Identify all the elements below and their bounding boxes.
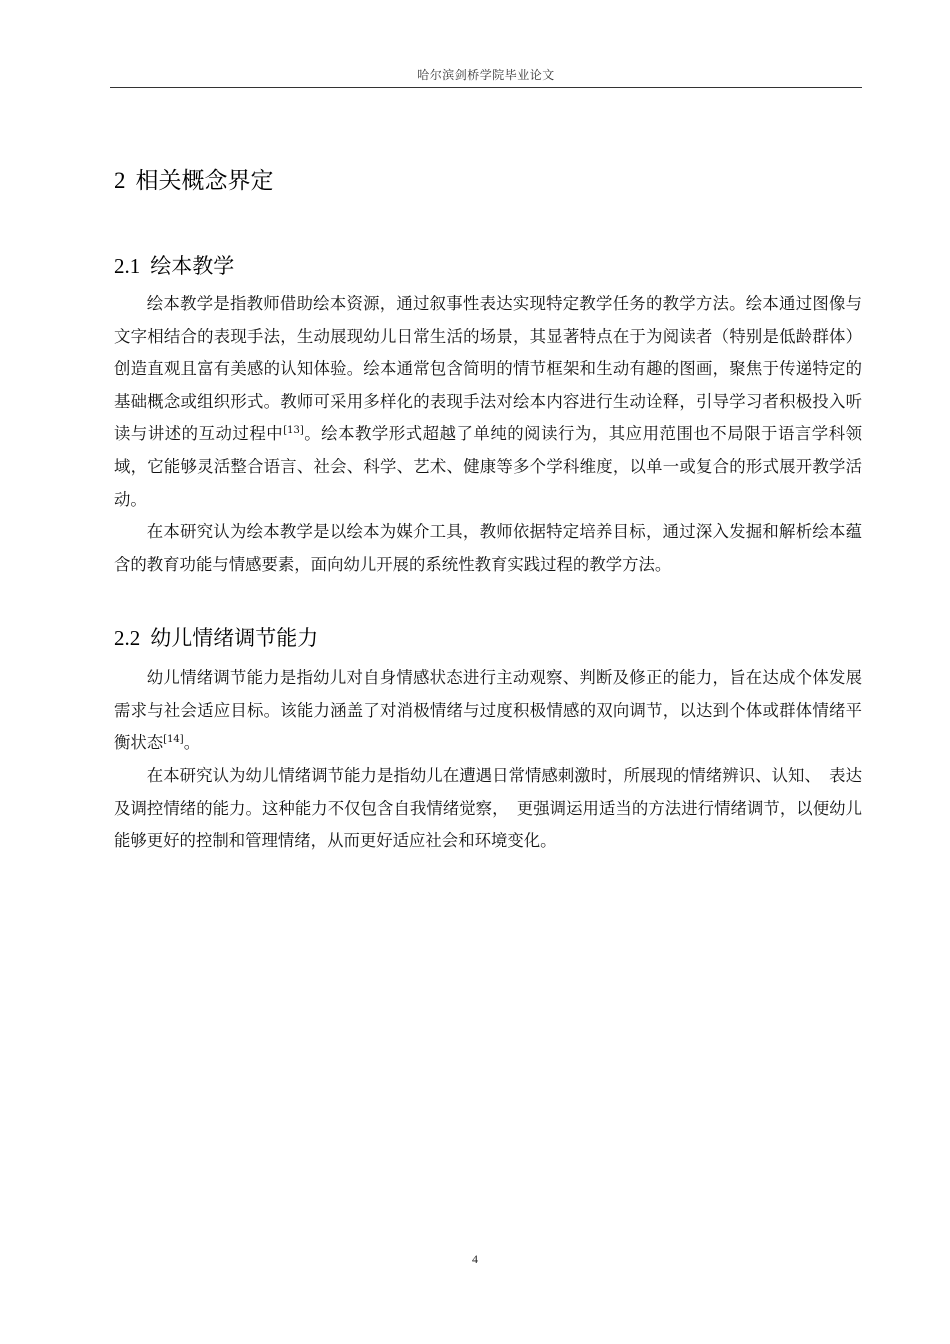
paragraph-2-1-1	[114, 288, 862, 516]
paragraph-text: 绘本教学是指教师借助绘本资源，通过叙事性表达实现特定教学任务的教学方法。绘本通过图像与文字相结合的表现手法，生动展现幼儿日常生活的场景，其显著特点在于为阅读者（特别是低龄群体）创造直观且富有美感的认知体验。绘本通常包含简明的情节框架和生动有趣的图画，聚焦于传递特定的基础概念或组织形式。教师可采用多样化的表现手法对绘本内容进行生动诠释，引导学习者积极投入听读与讲述的互动过程中	[114, 294, 862, 444]
paragraph-2-1-2: 在本研究认为绘本教学是以绘本为媒介工具，教师依据特定培养目标，通过深入发掘和解析绘本蕴含的教育功能与情感要素，面向幼儿开展的系统性教育实践过程的教学方法。	[114, 522, 862, 574]
section-title: 绘本教学	[150, 254, 235, 278]
page-number: 4	[472, 1252, 478, 1266]
citation-13: [13]	[283, 425, 304, 437]
paragraph-2-2-1	[114, 662, 862, 760]
section-number: 2.2	[114, 626, 141, 650]
running-header: 哈尔滨剑桥学院毕业论文	[417, 68, 555, 82]
header-rule	[110, 87, 862, 88]
chapter-number: 2	[114, 168, 126, 193]
paragraph-text: 幼儿情绪调节能力是指幼儿对自身情感状态进行主动观察、判断及修正的能力，旨在达成个体发展需求与社会适应目标。该能力涵盖了对消极情绪与过度积极情感的双向调节，以达到个体或群体情绪平衡状态	[114, 668, 862, 753]
section-title: 幼儿情绪调节能力	[150, 626, 319, 650]
section-heading-2-1	[114, 250, 234, 280]
section-heading-2-2	[114, 622, 318, 652]
citation-14: [14]	[163, 734, 184, 746]
paragraph-text: 。	[183, 733, 201, 753]
chapter-heading	[114, 162, 274, 195]
section-number: 2.1	[114, 254, 141, 278]
paragraph-text: 。绘本教学形式超越了单纯的阅读行为，其应用范围也不局限于语言学科领域，它能够灵活整合语言、社会、科学、艺术、健康等多个学科维度，以单一或复合的形式展开教学活动。	[114, 424, 863, 509]
chapter-title: 相关概念界定	[135, 168, 274, 194]
paragraph-2-2-2: 在本研究认为幼儿情绪调节能力是指幼儿在遭遇日常情感刺激时，所展现的情绪辨识、认知、 表达及调控情绪的能力。这种能力不仅包含自我情绪觉察， 更强调运用适当的方法进行情绪调节，以便幼儿能够更好的控制和管理情绪，从而更好适应社会和环境变化。	[114, 766, 862, 851]
